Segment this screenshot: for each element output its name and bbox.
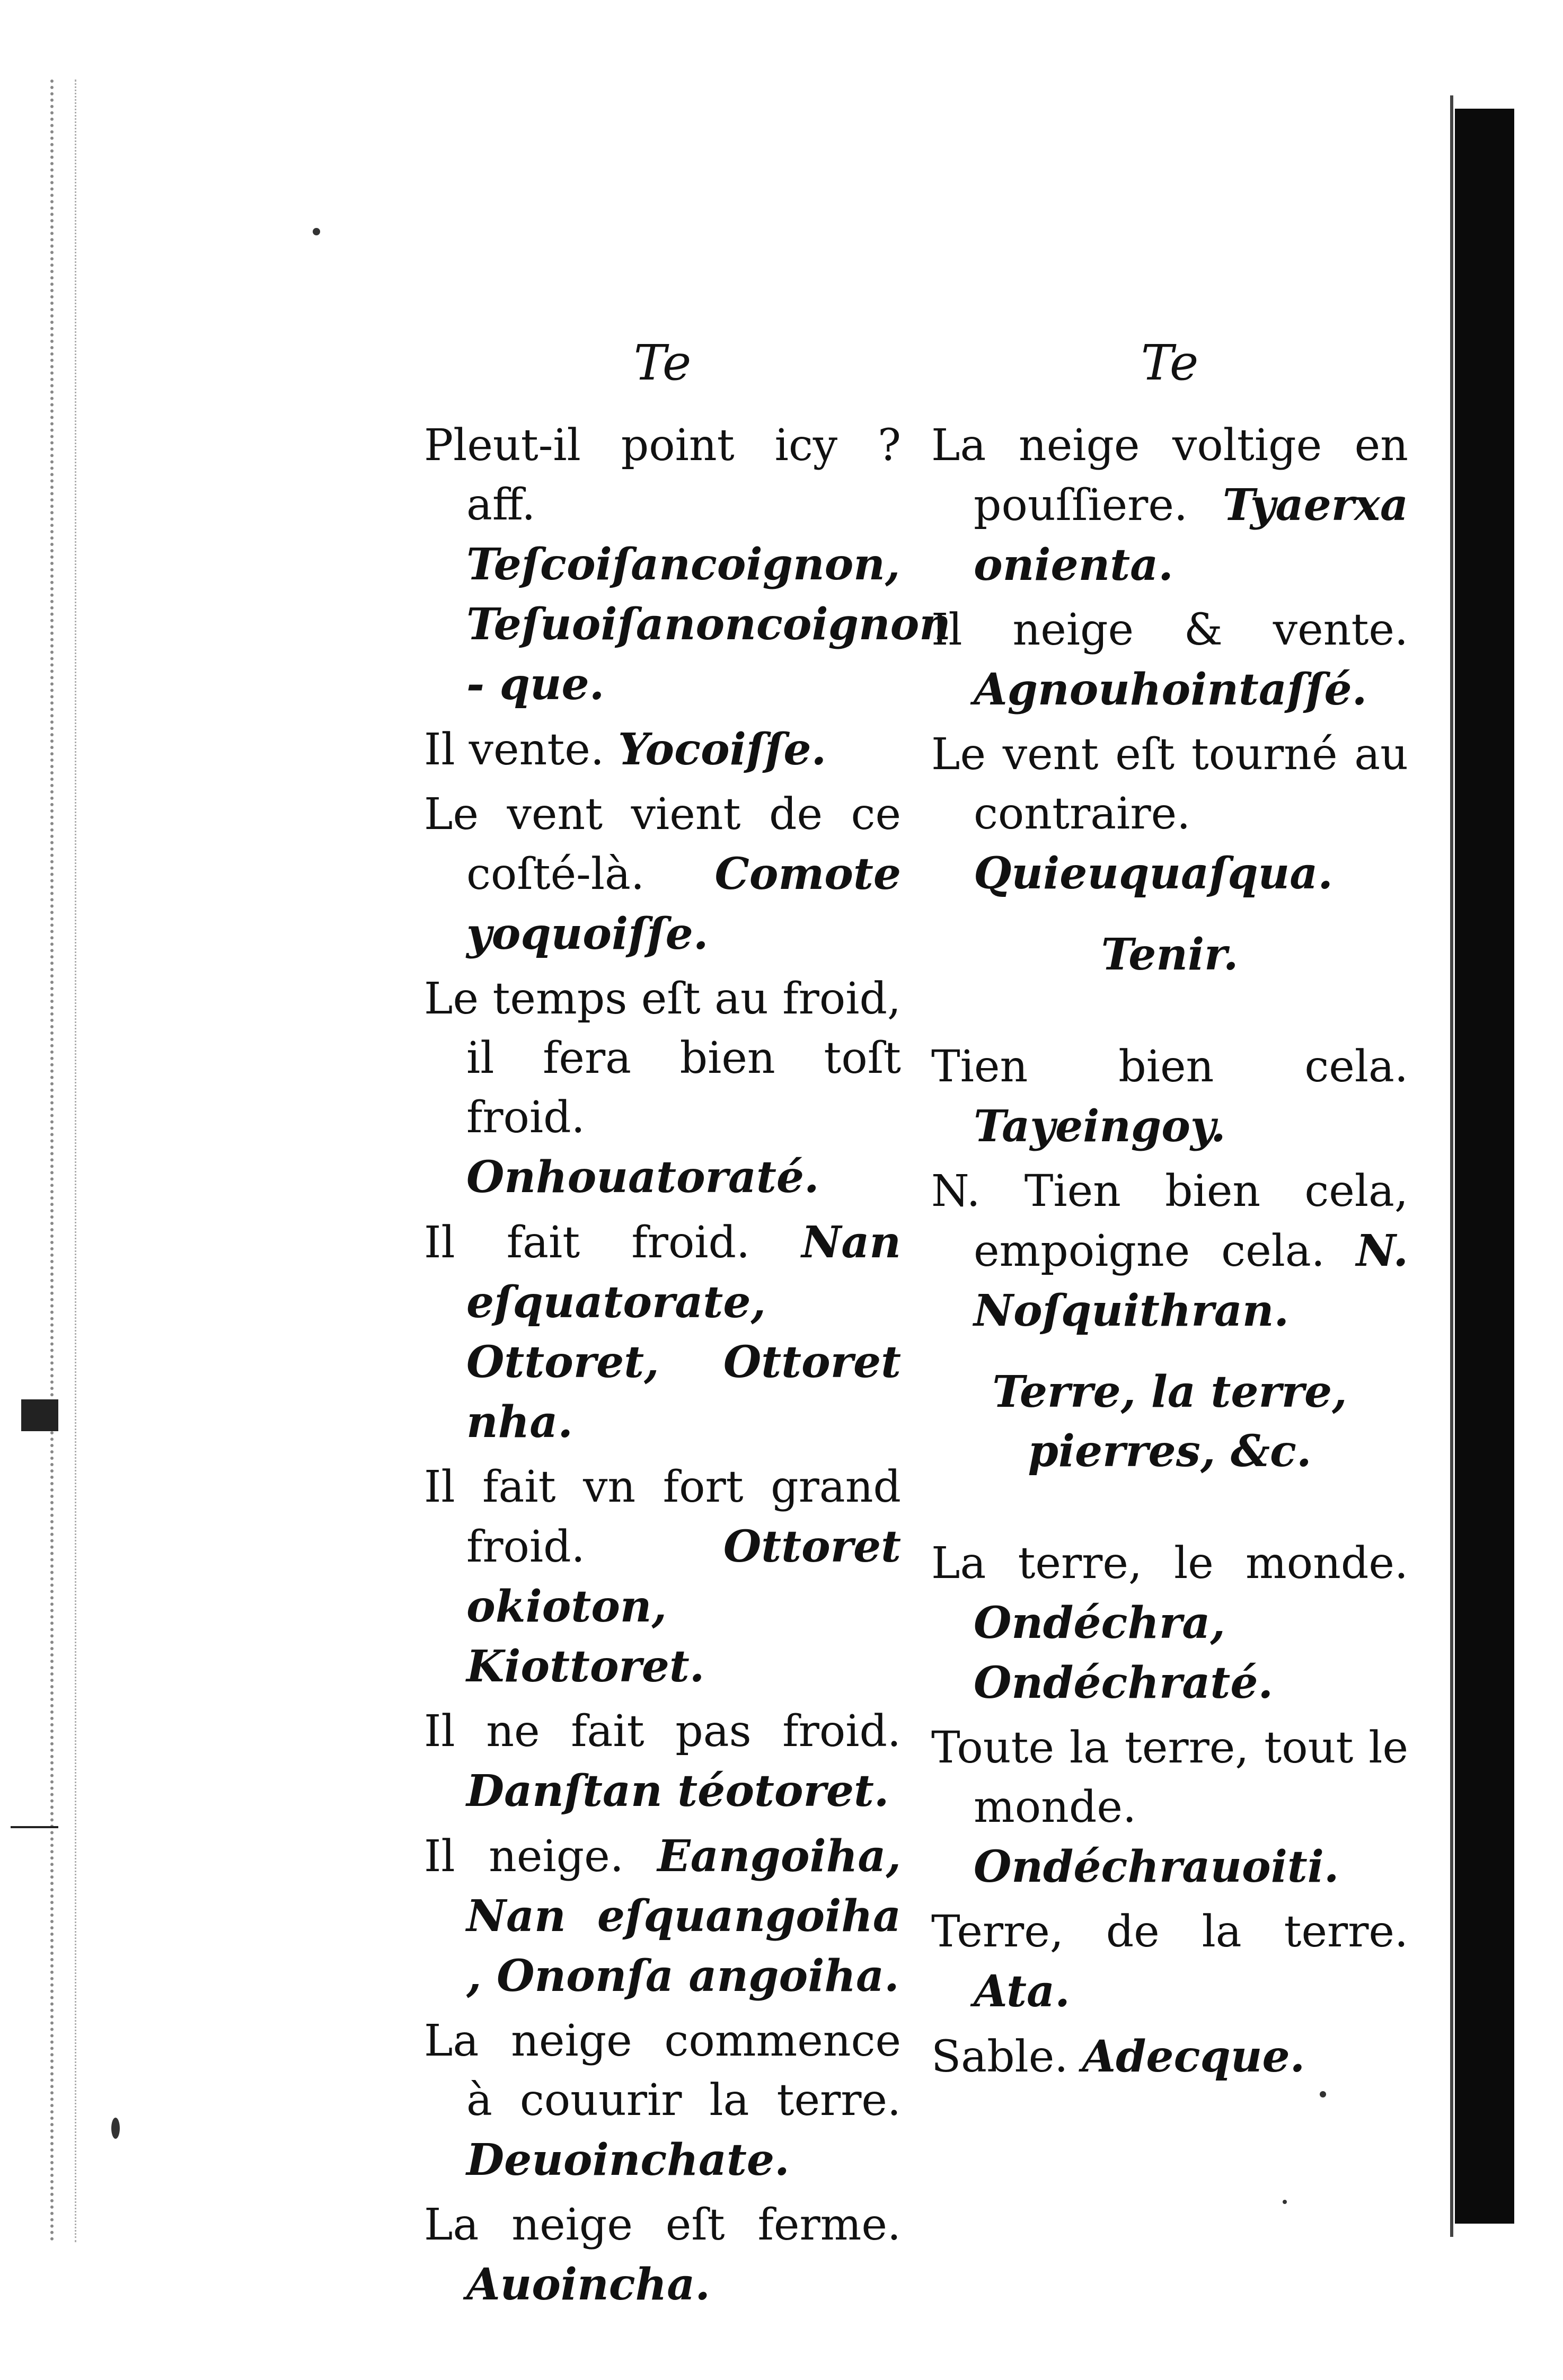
entry — [424, 785, 901, 964]
huron-text: Teſcoiſancoignon, Teſuoiſanoncoignon - que. — [466, 539, 951, 710]
gutter-ink-mark — [21, 1399, 58, 1431]
entry — [424, 416, 951, 715]
right-column — [931, 331, 1408, 2092]
huron-text: Ata. — [974, 1966, 1070, 2017]
gutter-rule — [11, 1826, 58, 1828]
huron-text: Auoincha. — [466, 2259, 710, 2310]
huron-text: Ondéchrauoiti. — [974, 1841, 1339, 1892]
huron-text: Nan eſquatorate, Ottoret, Ottoret nha. — [466, 1217, 901, 1448]
huron-text: Ottoret okioton, Kiottoret. — [466, 1521, 901, 1692]
french-text: La neige eſt ferme. — [424, 2200, 901, 2250]
french-text: Pleut-il point icy ? aff. — [424, 420, 901, 530]
ink-speck — [111, 2118, 120, 2139]
french-text: Il neige & vente. — [931, 605, 1408, 655]
huron-text: Onhouatoraté. — [466, 1152, 819, 1203]
french-text: Sable. — [931, 2032, 1069, 2082]
huron-text: N. Noſquithran. — [974, 1226, 1408, 1336]
entry — [424, 1458, 901, 1697]
huron-text: Yocoiſſe. — [617, 724, 827, 775]
huron-text: Tayeingoy. — [974, 1101, 1226, 1152]
french-text: Le vent eſt tourné au contraire. — [931, 729, 1408, 839]
entry — [424, 1827, 901, 2006]
entry — [931, 2027, 1408, 2087]
binding-gutter — [50, 80, 76, 2242]
section-heading-terre: Terre, la terre, pierres, &c. — [992, 1367, 1347, 1477]
entry — [424, 2012, 901, 2190]
huron-text: Adecque. — [1082, 2031, 1305, 2082]
french-text: Tien bien cela. — [931, 1042, 1408, 1092]
french-text: Il neige. — [424, 1831, 624, 1882]
entry — [931, 601, 1408, 720]
huron-text: Quieuquaſqua. — [974, 848, 1333, 899]
entry — [931, 1534, 1408, 1713]
french-text: La terre, le monde. — [931, 1538, 1408, 1589]
section-heading-tenir: Tenir. — [1101, 929, 1239, 980]
entry — [424, 2196, 901, 2315]
left-column — [424, 331, 951, 2320]
french-text: Il vente. — [424, 725, 604, 775]
entry — [424, 720, 901, 780]
entry — [931, 1037, 1408, 1157]
entry — [931, 1162, 1408, 1341]
huron-text: Deuoinchate. — [466, 2135, 790, 2185]
book-spine-shadow — [1455, 109, 1514, 2224]
entry — [931, 1902, 1408, 2022]
entry — [931, 416, 1408, 595]
ink-speck — [1283, 2200, 1287, 2204]
entry — [931, 725, 1408, 904]
french-text: Terre, de la terre. — [931, 1907, 1408, 1957]
entry — [931, 1718, 1408, 1897]
running-head-right: Te — [1141, 334, 1199, 391]
running-head-left: Te — [633, 334, 692, 391]
huron-text: Tyaerxa onienta. — [974, 480, 1408, 590]
french-text: N. Tien bien cela, empoigne cela. — [931, 1166, 1408, 1276]
huron-text: Eangoiha, Nan eſquangoiha , Ononſa angoiha. — [466, 1831, 901, 2002]
huron-text: Ondéchra, Ondéchraté. — [974, 1598, 1274, 1708]
ink-speck — [313, 228, 320, 235]
entry — [424, 1702, 901, 1821]
french-text: Le vent vient de ce coſté-là. — [424, 789, 901, 900]
french-text: Il fait froid. — [424, 1218, 750, 1268]
french-text: La neige voltige en pouſſiere. — [931, 420, 1408, 531]
entry — [424, 969, 901, 1207]
french-text: La neige commence à couurir la terre. — [424, 2016, 901, 2126]
french-text: Il ne fait pas froid. — [424, 1706, 901, 1757]
huron-text: Agnouhointaſſé. — [974, 664, 1367, 715]
huron-text: Danſtan téotoret. — [466, 1766, 889, 1817]
page-edge-line — [1450, 95, 1453, 2237]
entry — [424, 1213, 901, 1452]
french-text: Toute la terre, tout le monde. — [931, 1723, 1408, 1832]
french-text: Il fait vn fort grand froid. — [424, 1462, 901, 1572]
huron-text: Comote yoquoiſſe. — [466, 849, 901, 959]
french-text: Le temps eſt au froid, il fera bien toſt froid. — [424, 974, 901, 1143]
